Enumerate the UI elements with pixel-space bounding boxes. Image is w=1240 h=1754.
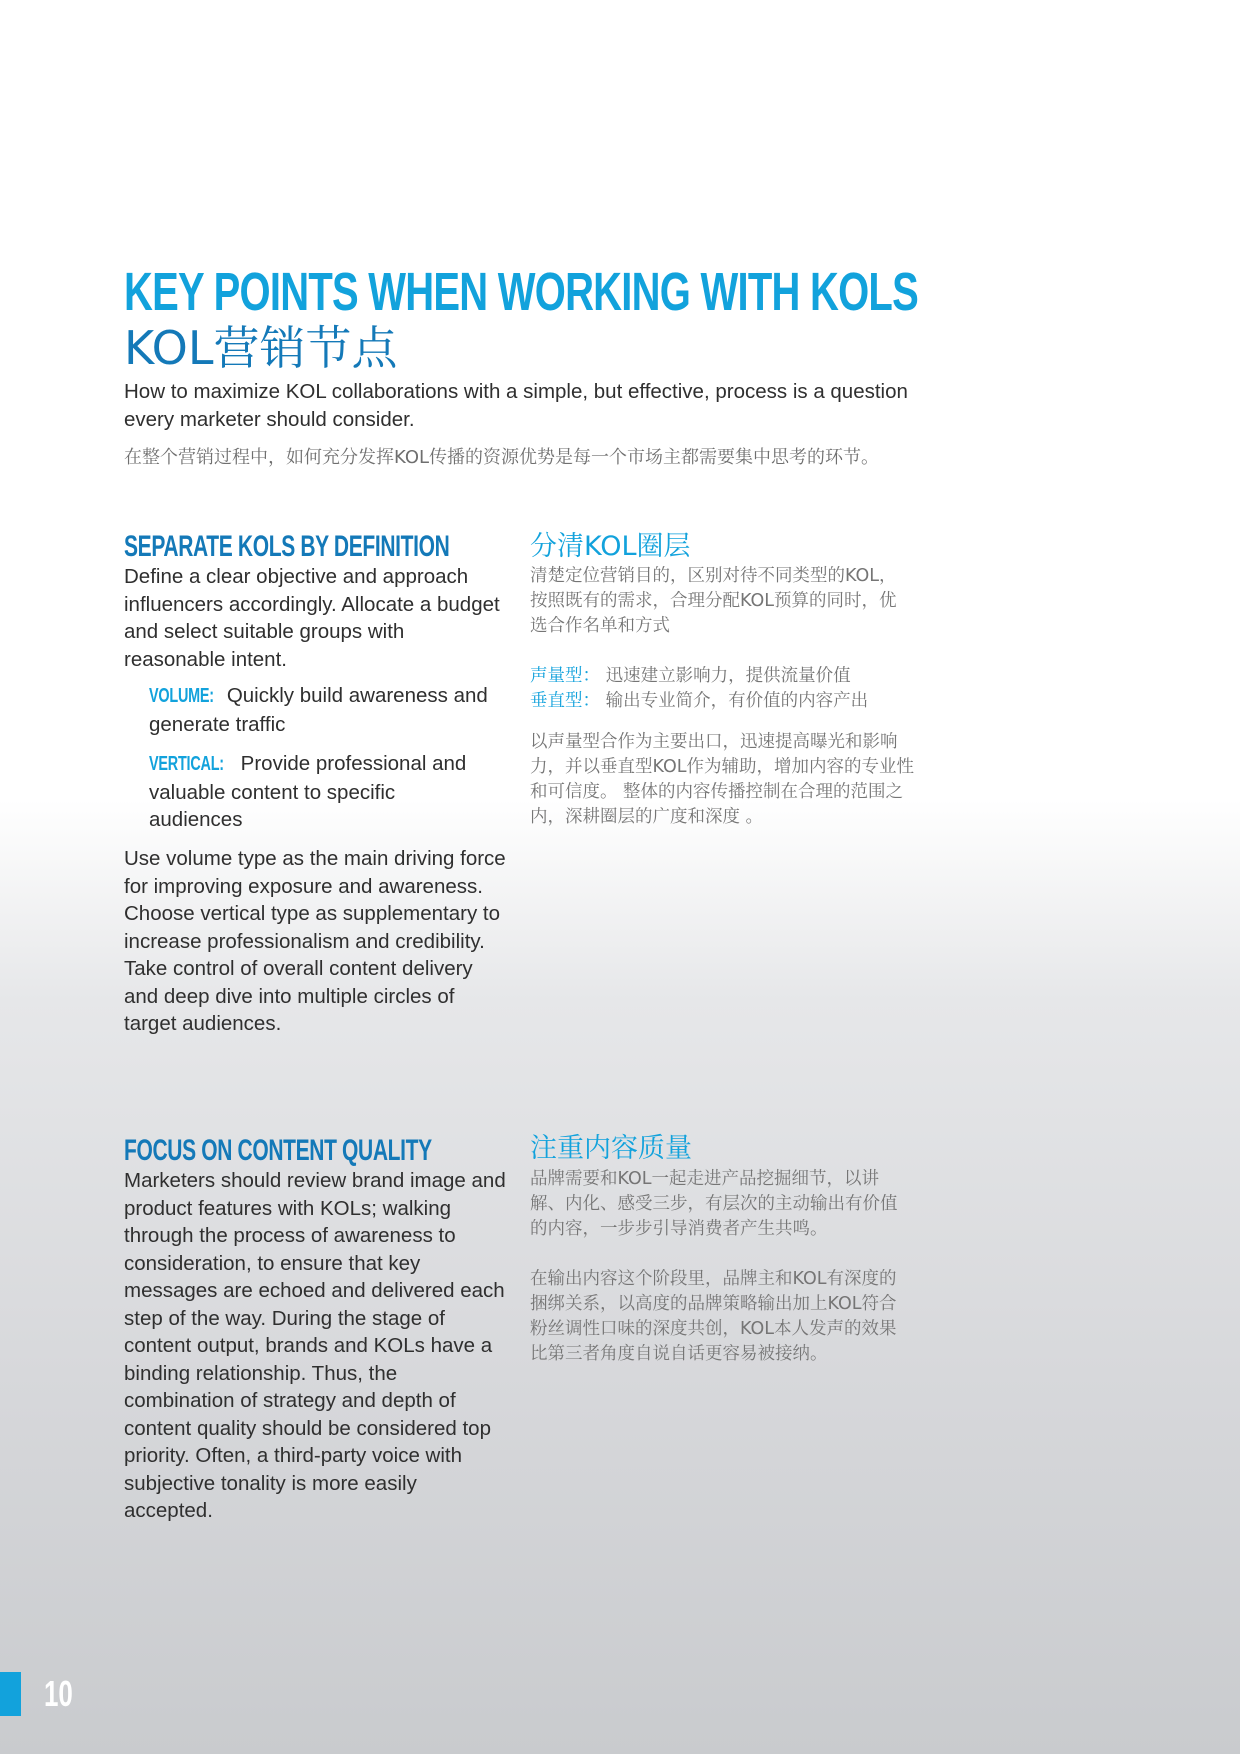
section-body-content-quality-cn-1: 品牌需要和KOL一起走进产品挖掘细节，以讲解、内化、感受三步，有层次的主动输出有价值的内容，一步步引导消费者产生共鸣。 xyxy=(530,1169,898,1239)
section-heading-content-quality: FOCUS ON CONTENT QUALITY xyxy=(124,1134,432,1167)
vertical-text: Provide professional and valuable content to specific audiences xyxy=(149,752,467,831)
volume-label-cn: 声量型： xyxy=(530,666,600,686)
page-number: 10 xyxy=(44,1673,73,1714)
vertical-text-cn: 输出专业简介，有价值的内容产出 xyxy=(605,691,869,711)
volume-label: VOLUME: xyxy=(149,685,214,707)
vertical-label-cn: 垂直型： xyxy=(530,691,600,711)
vertical-label: VERTICAL: xyxy=(149,753,224,775)
intro-text: How to maximize KOL collaborations with a simple, but effective, process is a question every marketer should consider. xyxy=(124,380,908,431)
page-title: KEY POINTS WHEN WORKING WITH KOLS xyxy=(124,262,919,322)
volume-text-cn: 迅速建立影响力，提供流量价值 xyxy=(605,666,851,686)
volume-item-cn xyxy=(530,664,930,689)
section-body-separate-kols-cn: 清楚定位营销目的，区别对待不同类型的KOL，按照既有的需求，合理分配KOL预算的同时，优选合作名单和方式 xyxy=(530,566,897,636)
section-body-content-quality-cn-2: 在输出内容这个阶段里，品牌主和KOL有深度的捆绑关系，以高度的品牌策略输出加上KOL符合粉丝调性口味的深度共创，KOL本人发声的效果比第三者角度自说自话更容易被接纳。 xyxy=(530,1269,897,1364)
volume-item xyxy=(149,682,499,738)
volume-text: Quickly build awareness and generate traffic xyxy=(149,684,488,736)
intro-text-cn: 在整个营销过程中，如何充分发挥KOL传播的资源优势是每一个市场主都需要集中思考的环节。 xyxy=(124,447,880,468)
section-heading-content-quality-cn: 注重内容质量 xyxy=(530,1133,692,1164)
section-heading-separate-kols: SEPARATE KOLS BY DEFINITION xyxy=(124,530,450,563)
vertical-item-cn xyxy=(530,689,930,714)
page-tab-marker xyxy=(0,1672,21,1716)
vertical-item xyxy=(149,750,479,834)
section-heading-separate-kols-cn: 分清KOL圈层 xyxy=(530,531,691,562)
page-title-cn: KOL营销节点 xyxy=(124,321,398,375)
section-closing-separate-kols-cn: 以声量型合作为主要出口，迅速提高曝光和影响力，并以垂直型KOL作为辅助，增加内容的专业性和可信度。 整体的内容传播控制在合理的范围之内，深耕圈层的广度和深度 。 xyxy=(530,732,915,827)
section-body-separate-kols: Define a clear objective and approach influencers accordingly. Allocate a budget and select suitable groups with reasonable intent. xyxy=(124,565,500,671)
section-body-content-quality: Marketers should review brand image and product features with KOLs; walking through the process of awareness to consideration, to ensure that key messages are echoed and delivered each step of the way. During the stage of content output, brands and KOLs have a binding relationship. Thus, the combination of strategy and depth of content quality should be considered top priority. Often, a third-party voice with subjective tonality is more easily accepted. xyxy=(124,1169,506,1522)
section-closing-separate-kols: Use volume type as the main driving force for improving exposure and awareness. Choose vertical type as supplementary to increase professionalism and credibility. Take control of overall content delivery and deep dive into multiple circles of target audiences. xyxy=(124,847,506,1035)
